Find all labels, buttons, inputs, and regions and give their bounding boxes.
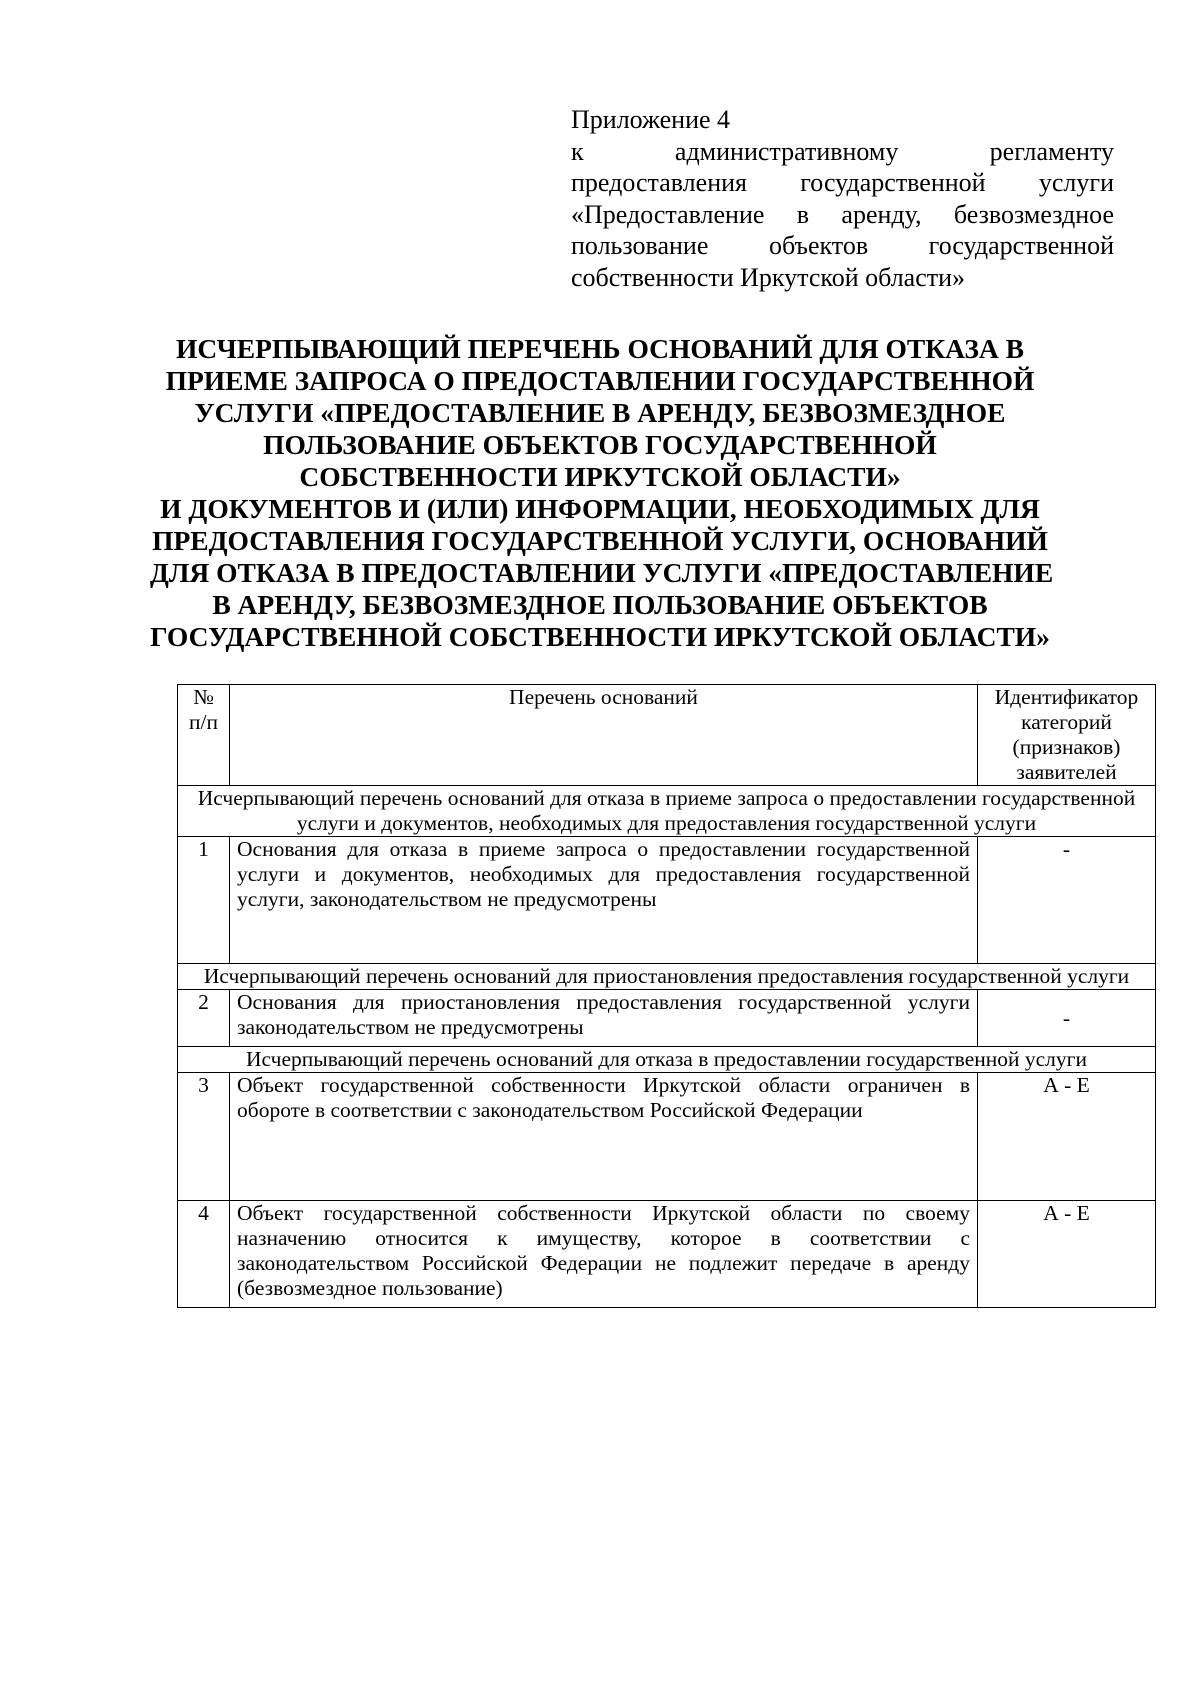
table-row: [178, 1201, 1156, 1308]
row-number: 3: [178, 1073, 230, 1201]
table-row: [178, 1073, 1156, 1201]
title-line: ИСЧЕРПЫВАЮЩИЙ ПЕРЕЧЕНЬ ОСНОВАНИЙ ДЛЯ ОТКАЗА В: [176, 333, 1024, 364]
appendix-line: пользование объектов государственной: [571, 231, 1114, 260]
row-text: Объект государственной собственности Иркутской области ограничен в обороте в соответствии с законодательством Российской Федерации: [230, 1073, 978, 1201]
table-row: [178, 990, 1156, 1047]
row-identifier: -: [978, 990, 1156, 1047]
grounds-table: [177, 684, 1156, 1308]
table-header-row: [178, 685, 1156, 786]
header-grounds-list: Перечень оснований: [230, 685, 978, 786]
appendix-line: предоставления государственной услуги: [571, 168, 1114, 197]
table-row: [178, 837, 1156, 964]
document-title: [150, 333, 1054, 653]
row-number: 2: [178, 990, 230, 1047]
appendix-line: собственности Иркутской области»: [571, 262, 966, 292]
section-row: [178, 964, 1156, 990]
title-line: ПРЕДОСТАВЛЕНИЯ ГОСУДАРСТВЕННОЙ УСЛУГИ, ОСНОВАНИЙ: [152, 525, 1048, 556]
row-identifier: А - Е: [978, 1201, 1156, 1308]
row-text: Объект государственной собственности Иркутской области по своему назначению относится к имуществу, которое в соответствии с законодательством Российской Федерации не подлежит передаче в аренду (безвозмездное пользование): [230, 1201, 978, 1308]
title-line: И ДОКУМЕНТОВ И (ИЛИ) ИНФОРМАЦИИ, НЕОБХОДИМЫХ ДЛЯ: [160, 493, 1040, 524]
row-text: Основания для отказа в приеме запроса о предоставлении государственной услуги и документов, необходимых для предоставления государственной услуги, законодательством не предусмотрены: [230, 837, 978, 964]
title-line: ДЛЯ ОТКАЗА В ПРЕДОСТАВЛЕНИИ УСЛУГИ «ПРЕДОСТАВЛЕНИЕ: [150, 557, 1054, 588]
title-line: УСЛУГИ «ПРЕДОСТАВЛЕНИЕ В АРЕНДУ, БЕЗВОЗМЕЗДНОЕ: [194, 397, 1006, 428]
appendix-block: [571, 104, 1114, 293]
header-number: № п/п: [178, 685, 230, 786]
appendix-line: к административному регламенту: [571, 136, 1114, 166]
section-heading-refusal-service: Исчерпывающий перечень оснований для отказа в предоставлении государственной услуги: [178, 1047, 1156, 1073]
section-row: [178, 1047, 1156, 1073]
section-row: [178, 786, 1156, 837]
appendix-line: «Предоставление в аренду, безвозмездное: [571, 199, 1114, 229]
section-heading-suspension: Исчерпывающий перечень оснований для приостановления предоставления государственной услуги: [178, 964, 1156, 990]
title-line: ПОЛЬЗОВАНИЕ ОБЪЕКТОВ ГОСУДАРСТВЕННОЙ: [263, 429, 937, 460]
row-number: 4: [178, 1201, 230, 1308]
title-line: ГОСУДАРСТВЕННОЙ СОБСТВЕННОСТИ ИРКУТСКОЙ ОБЛАСТИ»: [150, 621, 1050, 652]
row-number: 1: [178, 837, 230, 964]
row-identifier: -: [978, 837, 1156, 964]
title-line: СОБСТВЕННОСТИ ИРКУТСКОЙ ОБЛАСТИ»: [299, 461, 901, 492]
row-text: Основания для приостановления предоставления государственной услуги законодательством не предусмотрены: [230, 990, 978, 1047]
title-line: ПРИЕМЕ ЗАПРОСА О ПРЕДОСТАВЛЕНИИ ГОСУДАРСТВЕННОЙ: [165, 365, 1035, 396]
row-identifier: А - Е: [978, 1073, 1156, 1201]
appendix-line: Приложение 4: [571, 105, 731, 134]
title-line: В АРЕНДУ, БЕЗВОЗМЕЗДНОЕ ПОЛЬЗОВАНИЕ ОБЪЕКТОВ: [212, 589, 988, 620]
section-heading-refusal-acceptance: Исчерпывающий перечень оснований для отказа в приеме запроса о предоставлении государственной услуги и документов, необходимых для предоставления государственной услуги: [178, 786, 1156, 837]
header-applicant-id: Идентификатор категорий (признаков) заявителей: [978, 685, 1156, 786]
